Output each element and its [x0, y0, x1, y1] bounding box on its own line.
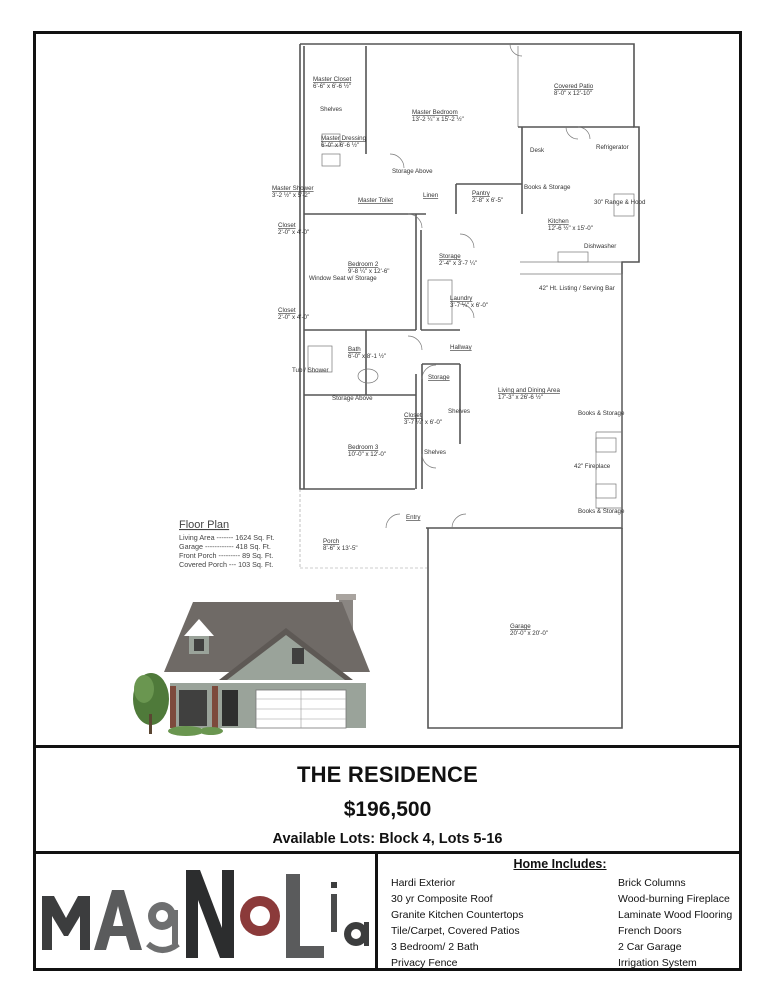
feature-item: 3 Bedroom/ 2 Bath: [391, 941, 479, 954]
available-lots: Available Lots: Block 4, Lots 5-16: [272, 831, 503, 847]
room-pantry-size: 2'-8" x 6'-5": [472, 197, 504, 204]
feature-item: French Doors: [618, 925, 682, 938]
note-fireplace: 42" Fireplace: [574, 463, 611, 470]
floor-plan-area: [36, 34, 739, 745]
room-storage-1-size: 2'-4" x 3'-7 ¼": [439, 260, 478, 267]
summary-row: Garage ------------ 418 Sq. Ft.: [179, 542, 271, 551]
includes-left-column: [391, 875, 524, 972]
room-laundry: Laundry: [450, 295, 473, 302]
room-kitchen: Kitchen: [548, 218, 569, 225]
summary-row: Front Porch --------- 89 Sq. Ft.: [179, 551, 274, 560]
note-storage-above-2: Storage Above: [332, 395, 373, 402]
room-living-dining: Living and Dining Area: [498, 387, 560, 394]
room-closet-3-size: 3'-7 ¼" x 6'-0": [404, 419, 443, 426]
flyer-sheet: [33, 31, 742, 971]
floor-plan-drawing: [36, 34, 739, 745]
summary-row: Living Area ------- 1624 Sq. Ft.: [179, 533, 275, 542]
feature-item: 2 Car Garage: [618, 941, 682, 954]
room-bedroom-2-size: 9'-8 ¼" x 12'-6": [348, 268, 390, 275]
home-includes-heading: Home Includes:: [513, 857, 607, 871]
note-books-storage-2: Books & Storage: [578, 508, 625, 515]
feature-item: Hardi Exterior: [391, 877, 456, 889]
feature-item: Irrigation System: [618, 957, 697, 970]
feature-item: Wood-burning Fireplace: [618, 893, 730, 906]
room-entry: Entry: [406, 514, 421, 521]
room-master-shower-size: 3'-2 ½" x 5'-2": [272, 192, 311, 199]
room-master-shower: Master Shower: [272, 185, 314, 192]
room-kitchen-size: 12'-6 ½" x 15'-0": [548, 225, 593, 232]
note-shelves-bed3: Shelves: [424, 449, 447, 456]
room-bedroom-2: Bedroom 2: [348, 261, 379, 268]
room-garage-size: 20'-0" x 20'-0": [510, 630, 549, 637]
room-master-bedroom: Master Bedroom: [412, 109, 458, 116]
brand-logo: [36, 854, 378, 968]
room-porch-size: 8'-6" x 13'-5": [323, 545, 358, 552]
room-bedroom-3: Bedroom 3: [348, 444, 379, 451]
room-storage-1: Storage: [439, 253, 461, 260]
room-closet-3: Closet: [404, 412, 422, 419]
listing-title: THE RESIDENCE: [296, 762, 479, 787]
room-linen: Linen: [423, 192, 439, 199]
note-window-seat: Window Seat w/ Storage: [309, 275, 377, 282]
note-storage-above-1: Storage Above: [392, 168, 433, 175]
note-desk: Desk: [530, 147, 545, 154]
feature-item: Privacy Fence: [391, 957, 458, 970]
room-garage: Garage: [510, 623, 531, 630]
floor-plan-heading: Floor Plan: [179, 519, 230, 531]
note-books-storage-1: Books & Storage: [578, 410, 625, 417]
note-tub-shower: Tub / Shower: [292, 367, 329, 374]
room-bath: Bath: [348, 346, 361, 353]
room-covered-patio-size: 8'-0" x 12'-10": [554, 90, 593, 97]
note-books-storage-kitchen: Books & Storage: [524, 184, 571, 191]
room-storage-2: Storage: [428, 374, 450, 381]
house-elevation-image: [133, 594, 370, 736]
feature-item: Granite Kitchen Countertops: [391, 909, 524, 922]
room-hallway: Hallway: [450, 344, 472, 351]
floor-plan-summary: [179, 519, 274, 569]
room-master-closet: Master Closet: [313, 76, 352, 83]
room-labels: [272, 76, 646, 637]
listing-title-block: [36, 745, 739, 854]
feature-item: Brick Columns: [618, 877, 686, 889]
bottom-row: [36, 854, 739, 968]
includes-right-column: [618, 875, 732, 972]
room-master-toilet: Master Toilet: [358, 197, 393, 204]
note-bar: 42" Ht. Listing / Serving Bar: [539, 285, 615, 292]
room-closet-2-size: 2'-0" x 4'-0": [278, 314, 310, 321]
magnolia-logo-image: [36, 854, 375, 968]
room-bedroom-3-size: 10'-0" x 12'-0": [348, 451, 387, 458]
room-master-bedroom-size: 13'-2 ¼" x 15'-2 ½": [412, 116, 464, 123]
note-range: 30" Range & Hood: [594, 199, 646, 206]
feature-item: Laminate Wood Flooring: [618, 909, 733, 922]
room-closet-1: Closet: [278, 222, 296, 229]
note-shelves-master: Shelves: [320, 106, 343, 113]
room-covered-patio: Covered Patio: [554, 83, 594, 90]
summary-row: Covered Porch --- 103 Sq. Ft.: [179, 560, 274, 569]
room-master-dressing: Master Dressing: [321, 135, 367, 142]
room-living-dining-size: 17'-3" x 26'-6 ½": [498, 394, 543, 401]
room-bath-size: 6'-0" x 8'-1 ½": [348, 353, 387, 360]
room-porch: Porch: [323, 538, 340, 545]
note-refrigerator: Refrigerator: [596, 144, 629, 151]
room-laundry-size: 3'-7 ¼" x 6'-0": [450, 302, 489, 309]
feature-item: Tile/Carpet, Covered Patios: [391, 925, 520, 938]
room-closet-1-size: 2'-0" x 4'-0": [278, 229, 310, 236]
feature-item: 30 yr Composite Roof: [391, 893, 493, 906]
listing-price: $196,500: [343, 798, 432, 821]
home-includes: [381, 854, 739, 968]
room-master-dressing-size: 6'-0" x 6'-6 ½": [321, 142, 360, 149]
note-shelves-closet: Shelves: [448, 408, 471, 415]
room-pantry: Pantry: [472, 190, 490, 197]
room-closet-2: Closet: [278, 307, 296, 314]
room-master-closet-size: 6'-6" x 6'-6 ½": [313, 83, 352, 90]
note-dishwasher: Dishwasher: [584, 243, 617, 250]
